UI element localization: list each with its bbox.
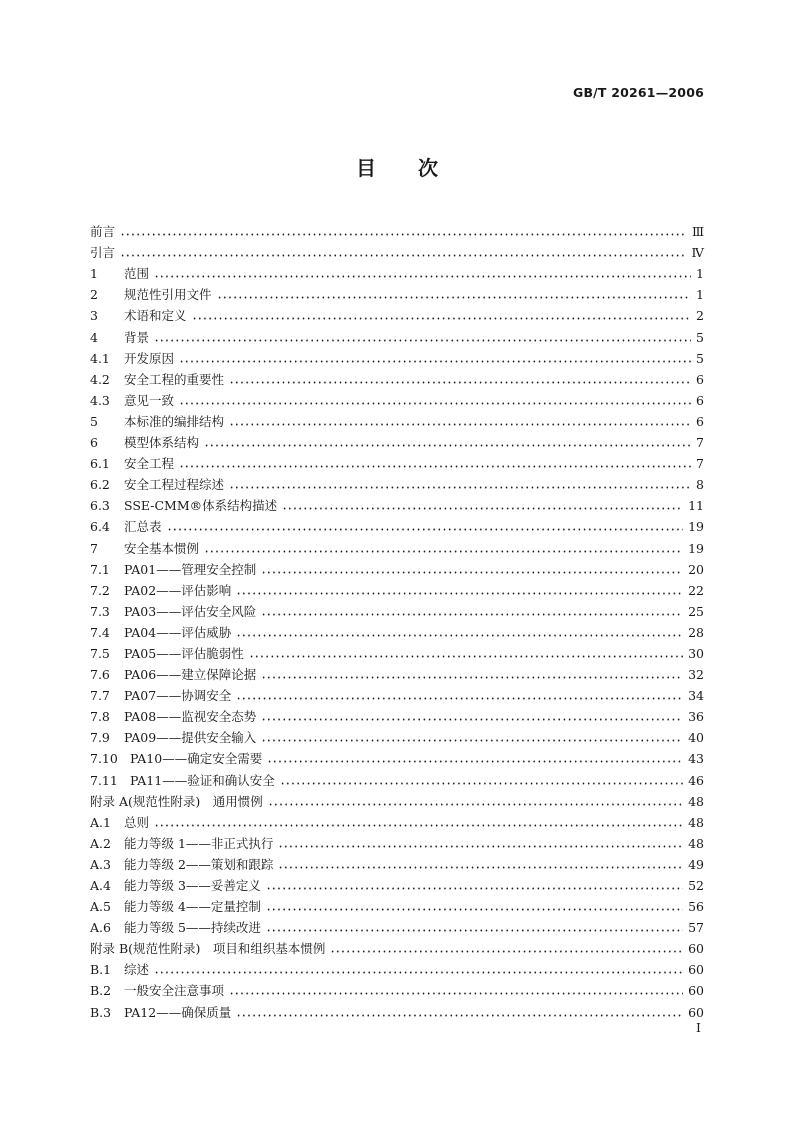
toc-entry[interactable] <box>90 493 704 514</box>
toc-entry[interactable] <box>90 852 704 873</box>
toc-entry-page: 6 <box>696 392 704 408</box>
toc-entry-number: 6.4 <box>90 519 110 535</box>
dot-leader <box>154 339 691 342</box>
toc-entry-page: 46 <box>688 772 704 788</box>
toc-entry-label: PA06——建立保障论据 <box>124 667 257 683</box>
toc-entry[interactable] <box>90 746 704 767</box>
toc-entry-number: B.1 <box>90 962 112 978</box>
toc-entry-number: 7.10 <box>90 751 118 767</box>
toc-entry-page: 30 <box>688 645 704 661</box>
toc-entry-page: 2 <box>696 308 704 324</box>
toc-entry-label: 模型体系结构 <box>124 435 200 451</box>
toc-entry-page: 7 <box>696 435 704 451</box>
toc-entry-label: PA08——监视安全态势 <box>124 709 257 725</box>
toc-entry-page: 56 <box>688 899 704 915</box>
toc-entry[interactable] <box>90 894 704 915</box>
toc-entry[interactable] <box>90 535 704 556</box>
dot-leader <box>236 592 683 595</box>
toc-entry-page: 48 <box>688 793 704 809</box>
toc-entry-number: 7.4 <box>90 624 110 640</box>
toc-entry-label: PA10——确定安全需要 <box>130 751 263 767</box>
toc-entry-number: 7.1 <box>90 561 110 577</box>
toc-entry[interactable] <box>90 430 704 451</box>
dot-leader <box>268 803 683 806</box>
toc-entry-label: PA07——协调安全 <box>124 688 232 704</box>
dot-leader <box>236 634 683 637</box>
toc-entry-number: 4.1 <box>90 350 110 366</box>
toc-entry[interactable] <box>90 324 704 345</box>
toc-entry-page: 43 <box>688 751 704 767</box>
toc-entry-label: 本标准的编排结构 <box>124 413 225 429</box>
toc-entry-page: Ⅲ <box>691 224 704 240</box>
toc-entry-number: A.2 <box>90 835 111 851</box>
toc-entry-number: 6.1 <box>90 456 110 472</box>
toc-entry-label: 安全工程过程综述 <box>124 477 225 493</box>
dot-leader <box>266 908 683 911</box>
toc-entry-label: 安全工程 <box>124 456 175 472</box>
toc-entry[interactable] <box>90 957 704 978</box>
dot-leader <box>236 697 683 700</box>
toc-entry-page: 7 <box>696 456 704 472</box>
standard-number: GB/T 20261—2006 <box>572 85 704 100</box>
toc-entry-label: 能力等级 2——策划和跟踪 <box>124 856 274 872</box>
toc-entry-number: 7.11 <box>90 772 118 788</box>
toc-entry-label: 能力等级 5——持续改进 <box>124 920 261 936</box>
toc-entry-number: 4.2 <box>90 371 110 387</box>
toc-entry-label: 范围 <box>124 266 150 282</box>
toc-entry-number: 5 <box>90 413 98 429</box>
toc-entry-page: 32 <box>688 667 704 683</box>
toc-entry-page: 28 <box>688 624 704 640</box>
toc-entry[interactable] <box>90 810 704 831</box>
dot-leader <box>204 550 683 553</box>
toc-entry-page: 52 <box>688 878 704 893</box>
toc-entry-page: 36 <box>688 709 704 725</box>
toc-entry-number: 1 <box>90 266 98 282</box>
dot-leader <box>236 1014 683 1017</box>
toc-entry-label: PA01——管理安全控制 <box>124 561 257 577</box>
toc-entry[interactable] <box>90 303 704 324</box>
toc-entry-label: 汇总表 <box>124 519 162 535</box>
toc-entry-label: PA04——评估威胁 <box>124 624 232 640</box>
toc-entry-label: PA02——评估影响 <box>124 582 232 598</box>
toc-entry[interactable] <box>90 388 704 409</box>
toc-entry-page: 6 <box>696 413 704 429</box>
toc-entry-label: 总则 <box>124 814 150 830</box>
page-number: I <box>696 1020 701 1035</box>
toc-entry-page: Ⅳ <box>691 245 704 261</box>
toc-entry-number: 4 <box>90 329 98 345</box>
dot-leader <box>261 613 683 616</box>
toc-entry[interactable] <box>90 620 704 641</box>
dot-leader <box>204 444 691 447</box>
toc-entry-page: 34 <box>688 688 704 704</box>
toc-entry-label: 能力等级 3——妥善定义 <box>124 878 261 893</box>
dot-leader <box>120 254 686 257</box>
toc-entry-label: 术语和定义 <box>124 308 187 324</box>
toc-entry[interactable] <box>90 409 704 430</box>
dot-leader <box>229 992 683 995</box>
toc-entry[interactable] <box>90 599 704 620</box>
dot-leader <box>282 507 683 510</box>
dot-leader <box>179 402 691 405</box>
toc-entry-page: 19 <box>688 519 704 535</box>
toc-entry-page: 8 <box>696 477 704 493</box>
dot-leader <box>278 845 683 848</box>
toc-entry[interactable] <box>90 578 704 599</box>
toc-entry-label: 能力等级 1——非正式执行 <box>124 835 274 851</box>
toc-entry-number: A.5 <box>90 899 111 915</box>
toc-entry-label: 综述 <box>124 962 150 978</box>
toc-entry-page: 5 <box>696 350 704 366</box>
toc-entry-page: 57 <box>688 920 704 936</box>
toc-entry-page: 25 <box>688 603 704 619</box>
dot-leader <box>261 676 683 679</box>
dot-leader <box>229 486 691 489</box>
dot-leader <box>192 317 692 320</box>
toc-entry-number: 7.5 <box>90 645 110 661</box>
dot-leader <box>154 275 691 278</box>
toc-entry-page: 48 <box>688 814 704 830</box>
toc-entry[interactable] <box>90 367 704 388</box>
toc-entry-page: 20 <box>688 561 704 577</box>
dot-leader <box>154 824 683 827</box>
dot-leader <box>261 718 683 721</box>
toc-entry[interactable] <box>90 725 704 746</box>
dot-leader <box>267 760 683 763</box>
toc-entry-number: 7 <box>90 540 98 556</box>
table-of-contents <box>90 219 704 1021</box>
dot-leader <box>330 950 683 953</box>
toc-entry[interactable] <box>90 831 704 852</box>
toc-entry-number: A.6 <box>90 920 111 936</box>
toc-entry-label: 引言 <box>90 245 116 261</box>
dot-leader <box>249 655 683 658</box>
toc-entry-number: 7.2 <box>90 582 110 598</box>
toc-entry[interactable] <box>90 915 704 936</box>
dot-leader <box>179 465 691 468</box>
toc-entry-page: 11 <box>688 498 704 514</box>
dot-leader <box>120 233 687 236</box>
toc-entry-label: 一般安全注意事项 <box>124 983 225 999</box>
toc-entry-page: 48 <box>688 835 704 851</box>
toc-entry-page: 1 <box>696 266 704 282</box>
toc-entry[interactable] <box>90 240 704 261</box>
toc-entry-page: 60 <box>688 983 704 999</box>
dot-leader <box>278 866 683 869</box>
toc-entry-label: PA03——评估安全风险 <box>124 603 257 619</box>
toc-entry-page: 60 <box>688 962 704 978</box>
toc-entry[interactable] <box>90 346 704 367</box>
toc-entry-label: 附录 B(规范性附录) 项目和组织基本惯例 <box>90 941 326 957</box>
toc-entry-page: 1 <box>696 287 704 303</box>
toc-entry-label: 规范性引用文件 <box>124 287 212 303</box>
toc-entry[interactable] <box>90 514 704 535</box>
toc-entry-number: 7.6 <box>90 667 110 683</box>
toc-entry[interactable] <box>90 641 704 662</box>
toc-entry-page: 40 <box>688 730 704 746</box>
toc-entry-page: 49 <box>688 856 704 872</box>
dot-leader <box>229 381 691 384</box>
toc-entry-number: 3 <box>90 308 98 324</box>
toc-entry-number: B.3 <box>90 1004 112 1020</box>
toc-entry[interactable] <box>90 451 704 472</box>
toc-entry-number: 7.7 <box>90 688 110 704</box>
dot-leader <box>154 971 683 974</box>
toc-entry[interactable] <box>90 789 704 810</box>
dot-leader <box>167 528 684 531</box>
toc-entry-page: 60 <box>688 1004 704 1020</box>
toc-entry[interactable] <box>90 999 704 1020</box>
toc-entry-label: 前言 <box>90 224 116 240</box>
toc-entry[interactable] <box>90 472 704 493</box>
toc-entry-number: 7.8 <box>90 709 110 725</box>
toc-entry-number: 4.3 <box>90 392 110 408</box>
toc-entry[interactable] <box>90 936 704 957</box>
toc-entry-label: 背景 <box>124 329 150 345</box>
toc-entry-number: A.1 <box>90 814 111 830</box>
toc-entry[interactable] <box>90 662 704 683</box>
toc-entry-number: A.4 <box>90 878 111 893</box>
dot-leader <box>179 360 691 363</box>
toc-entry-number: 7.9 <box>90 730 110 746</box>
toc-entry[interactable] <box>90 873 704 894</box>
toc-entry-label: PA12——确保质量 <box>124 1004 232 1020</box>
toc-entry-number: 6.2 <box>90 477 110 493</box>
toc-entry-label: SSE-CMM®体系结构描述 <box>124 498 278 514</box>
dot-leader <box>261 739 683 742</box>
toc-entry-label: PA09——提供安全输入 <box>124 730 257 746</box>
toc-entry-label: 意见一致 <box>124 392 175 408</box>
toc-entry-page: 6 <box>696 371 704 387</box>
toc-entry-number: A.3 <box>90 856 111 872</box>
toc-entry-page: 5 <box>696 329 704 345</box>
toc-entry-label: 开发原因 <box>124 350 175 366</box>
toc-entry-label: 安全基本惯例 <box>124 540 200 556</box>
toc-entry-label: 附录 A(规范性附录) 通用惯例 <box>90 793 263 809</box>
dot-leader <box>266 929 683 932</box>
dot-leader <box>280 782 683 785</box>
toc-entry[interactable] <box>90 219 704 240</box>
toc-entry[interactable] <box>90 557 704 578</box>
toc-entry-number: 2 <box>90 287 98 303</box>
toc-entry-number: 7.3 <box>90 603 110 619</box>
toc-entry[interactable] <box>90 261 704 282</box>
toc-entry[interactable] <box>90 978 704 999</box>
toc-entry[interactable] <box>90 282 704 303</box>
dot-leader <box>266 887 683 890</box>
toc-entry[interactable] <box>90 683 704 704</box>
toc-entry-number: 6.3 <box>90 498 110 514</box>
toc-entry-label: PA05——评估脆弱性 <box>124 645 244 661</box>
dot-leader <box>229 423 691 426</box>
toc-entry-page: 22 <box>688 582 704 598</box>
toc-entry-label: 安全工程的重要性 <box>124 371 225 387</box>
toc-entry-label: PA11——验证和确认安全 <box>130 772 275 788</box>
dot-leader <box>217 296 692 299</box>
toc-entry-number: 6 <box>90 435 98 451</box>
toc-entry-page: 19 <box>688 540 704 556</box>
toc-entry[interactable] <box>90 767 704 788</box>
toc-entry-number: B.2 <box>90 983 112 999</box>
toc-entry-page: 60 <box>688 941 704 957</box>
dot-leader <box>261 571 683 574</box>
page-title: 目次 <box>356 156 480 180</box>
toc-entry[interactable] <box>90 704 704 725</box>
toc-entry-label: 能力等级 4——定量控制 <box>124 899 261 915</box>
